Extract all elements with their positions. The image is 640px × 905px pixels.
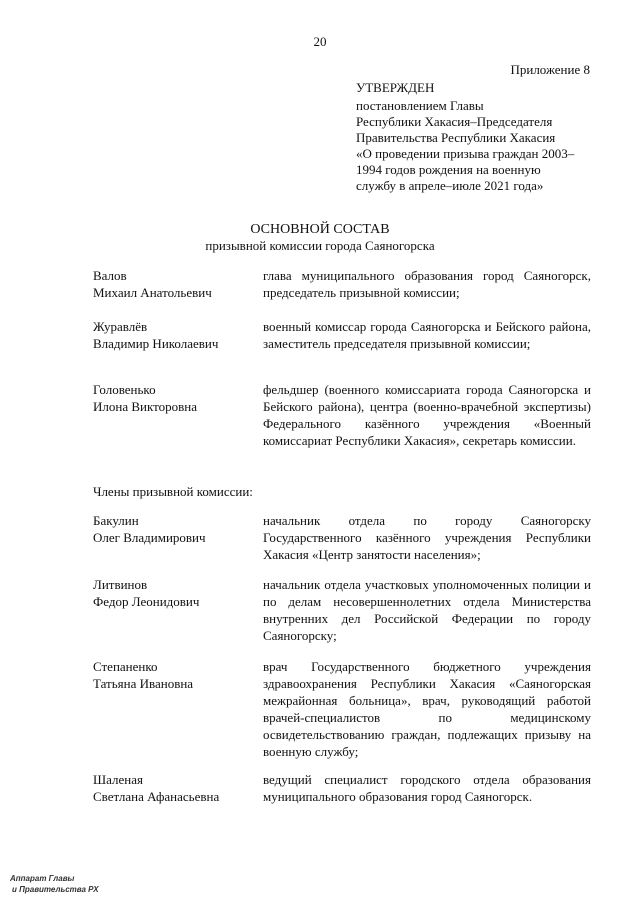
member-given-name: Светлана Афанасьевна xyxy=(93,789,220,804)
member-name xyxy=(93,318,253,352)
document-subtitle: призывной комиссии города Саяногорска xyxy=(205,238,435,253)
member-given-name: Татьяна Ивановна xyxy=(93,676,194,691)
member-role: начальник отдела участковых уполномоченных полиции и по делам несовершеннолетних отдела Министерства внутренних дел Российской Федерации по городу Саяногорску; xyxy=(263,577,591,643)
member-name xyxy=(93,512,253,546)
member-role: фельдшер (военного комиссариата города Саяногорска и Бейского района), центра (военно-врачебной экспертизы) Федерального казённого учреждения «Военный комиссариат Республики Хакасия», секретарь комиссии. xyxy=(263,382,591,448)
member-surname: Степаненко xyxy=(93,659,158,674)
archive-stamp xyxy=(10,873,99,895)
member-name xyxy=(93,576,253,610)
member-given-name: Федор Леонидович xyxy=(93,594,200,609)
approval-heading: УТВЕРЖДЕН xyxy=(356,80,435,95)
member-surname: Литвинов xyxy=(93,577,148,592)
approval-line: 1994 годов рождения на военную xyxy=(356,162,541,177)
member-name xyxy=(93,381,253,415)
member-role: ведущий специалист городского отдела образования муниципального образования город Саяногорск. xyxy=(263,772,591,804)
member-name xyxy=(93,267,253,301)
stamp-line: и Правительства РХ xyxy=(12,885,99,894)
member-given-name: Владимир Николаевич xyxy=(93,336,219,351)
member-role: врач Государственного бюджетного учреждения здравоохранения Республики Хакасия «Саяногорская межрайонная больница», врач, руководящий работой врачей-специалистов по медицинскому освидетельствованию граждан, подлежащих призыву на военную службу; xyxy=(263,659,591,759)
members-heading: Члены призывной комиссии: xyxy=(93,484,253,499)
approval-line: Правительства Республики Хакасия xyxy=(356,130,556,145)
member-surname: Бакулин xyxy=(93,513,139,528)
approval-line: постановлением Главы xyxy=(356,98,484,113)
member-surname: Журавлёв xyxy=(93,319,148,334)
member-name xyxy=(93,771,253,805)
member-role: начальник отдела по городу Саяногорску Государственного казённого учреждения Республики Хакасия «Центр занятости населения»; xyxy=(263,513,591,562)
member-given-name: Михаил Анатольевич xyxy=(93,285,212,300)
member-role: военный комиссар города Саяногорска и Бейского района, заместитель председателя призывной комиссии; xyxy=(263,319,591,351)
appendix-label: Приложение 8 xyxy=(510,62,590,77)
document-title: ОСНОВНОЙ СОСТАВ xyxy=(250,222,390,237)
approval-line: «О проведении призыва граждан 2003– xyxy=(356,146,575,161)
member-surname: Валов xyxy=(93,268,127,283)
approval-block xyxy=(356,80,606,194)
page-number: 20 xyxy=(313,34,327,49)
member-given-name: Илона Викторовна xyxy=(93,399,197,414)
member-surname: Шаленая xyxy=(93,772,143,787)
member-role: глава муниципального образования город Саяногорск, председатель призывной комиссии; xyxy=(263,268,591,300)
member-given-name: Олег Владимирович xyxy=(93,530,206,545)
approval-line: службу в апреле–июле 2021 года» xyxy=(356,178,544,193)
approval-line: Республики Хакасия–Председателя xyxy=(356,114,553,129)
member-name xyxy=(93,658,253,692)
stamp-line: Аппарат Главы xyxy=(10,874,75,883)
member-surname: Головенько xyxy=(93,382,156,397)
